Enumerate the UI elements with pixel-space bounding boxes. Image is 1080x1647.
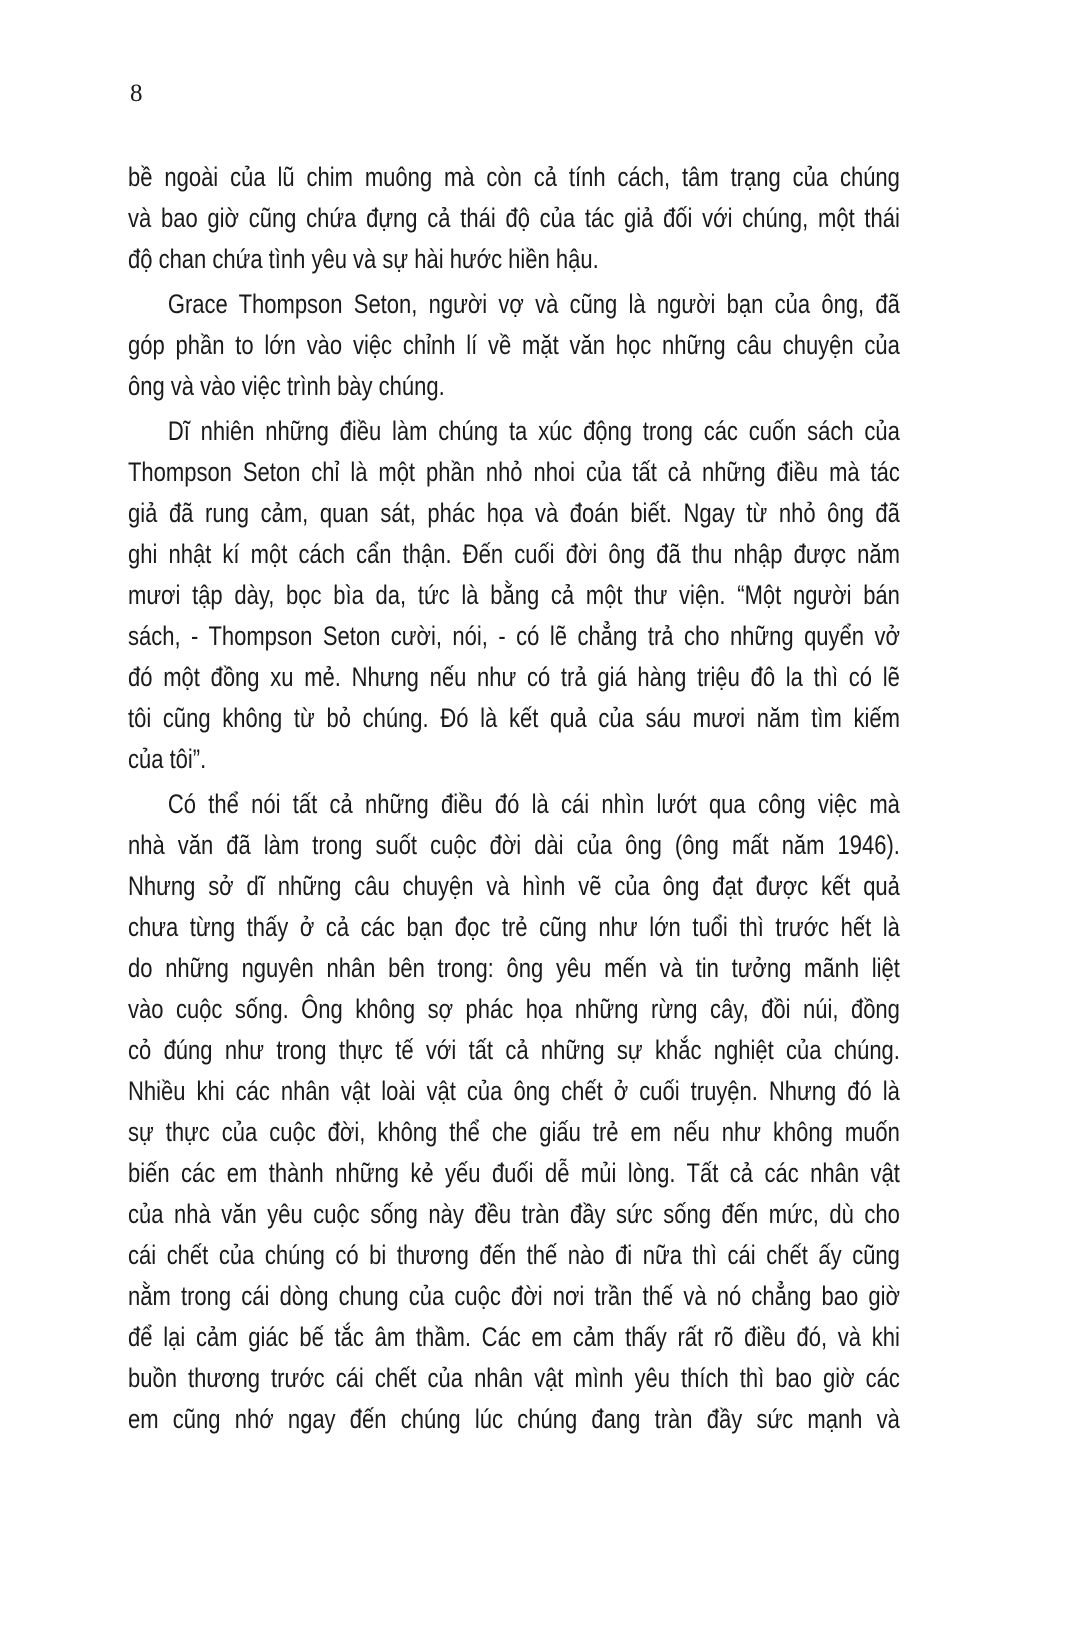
text-line-content: nhà văn đã làm trong suốt cuộc đời dài của ông (ông mất năm 1946). (128, 830, 900, 860)
text-line-content: tôi cũng không từ bỏ chúng. Đó là kết quả của sáu mươi năm tìm kiếm (128, 703, 900, 733)
text-line-content: sự thực của cuộc đời, không thể che giấu trẻ em nếu như không muốn (128, 1117, 900, 1147)
text-line-content: buồn thương trước cái chết của nhân vật mình yêu thích thì bao giờ các (128, 1363, 900, 1393)
text-line-content: Nhưng sở dĩ những câu chuyện và hình vẽ của ông đạt được kết quả (128, 871, 900, 901)
text-line-content: và bao giờ cũng chứa đựng cả thái độ của tác giả đối với chúng, một thái (128, 203, 900, 233)
text-line (128, 452, 900, 493)
text-line (128, 784, 900, 825)
text-line (128, 198, 900, 239)
text-line-content: để lại cảm giác bế tắc âm thầm. Các em cảm thấy rất rõ điều đó, và khi (128, 1322, 900, 1352)
text-line-content: ông và vào việc trình bày chúng. (128, 371, 445, 401)
text-line (128, 616, 900, 657)
text-line (128, 1317, 900, 1358)
text-line (128, 1399, 900, 1440)
paragraph (128, 411, 900, 780)
text-line-content: cái chết của chúng có bi thương đến thế nào đi nữa thì cái chết ấy cũng (128, 1240, 900, 1270)
text-line (128, 657, 900, 698)
text-line-content: Grace Thompson Seton, người vợ và cũng là người bạn của ông, đã (167, 289, 900, 319)
text-line (128, 493, 900, 534)
text-line-content: góp phần to lớn vào việc chỉnh lí về mặt văn học những câu chuyện của (128, 330, 900, 360)
text-line (128, 411, 900, 452)
text-line-content: cỏ đúng như trong thực tế với tất cả những sự khắc nghiệt của chúng. (128, 1035, 900, 1065)
text-line-content: Có thể nói tất cả những điều đó là cái nhìn lướt qua công việc mà (167, 789, 900, 819)
text-line (128, 989, 900, 1030)
text-line (128, 575, 900, 616)
text-line-content: sách, - Thompson Seton cười, nói, - có lẽ chẳng trả cho những quyển vở (128, 621, 900, 651)
text-line (128, 1112, 900, 1153)
text-line (128, 534, 900, 575)
text-line-content: Thompson Seton chỉ là một phần nhỏ nhoi của tất cả những điều mà tác (128, 457, 900, 487)
text-line (128, 1235, 900, 1276)
text-line-content: vào cuộc sống. Ông không sợ phác họa những rừng cây, đồi núi, đồng (128, 994, 900, 1024)
paragraph (128, 784, 900, 1440)
text-line (128, 1153, 900, 1194)
paragraph (128, 157, 900, 280)
text-line (128, 1358, 900, 1399)
text-line-content: nằm trong cái dòng chung của cuộc đời nơi trần thế và nó chẳng bao giờ (128, 1281, 900, 1311)
text-line (128, 1030, 900, 1071)
text-line (128, 284, 900, 325)
text-line (128, 1194, 900, 1235)
text-line-content: mươi tập dày, bọc bìa da, tức là bằng cả một thư viện. “Một người bán (128, 580, 900, 610)
text-line (128, 1276, 900, 1317)
text-line-content: biến các em thành những kẻ yếu đuối dễ mủi lòng. Tất cả các nhân vật (128, 1158, 900, 1188)
paragraph (128, 284, 900, 407)
text-line (128, 739, 900, 780)
text-line-content: do những nguyên nhân bên trong: ông yêu mến và tin tưởng mãnh liệt (128, 953, 900, 983)
text-line-content: độ chan chứa tình yêu và sự hài hước hiền hậu. (128, 244, 599, 274)
text-line (128, 157, 900, 198)
text-line-content: ghi nhật kí một cách cẩn thận. Đến cuối đời ông đã thu nhập được năm (128, 539, 900, 569)
text-line (128, 907, 900, 948)
text-line-content: Nhiều khi các nhân vật loài vật của ông chết ở cuối truyện. Nhưng đó là (128, 1076, 900, 1106)
text-line (128, 948, 900, 989)
text-line-content: của nhà văn yêu cuộc sống này đều tràn đầy sức sống đến mức, dù cho (128, 1199, 900, 1229)
text-line (128, 866, 900, 907)
text-line (128, 698, 900, 739)
text-line-content: em cũng nhớ ngay đến chúng lúc chúng đang tràn đầy sức mạnh và (128, 1404, 900, 1434)
page-number: 8 (130, 80, 143, 107)
text-line-content: của tôi”. (128, 744, 207, 774)
text-line-content: đó một đồng xu mẻ. Nhưng nếu như có trả giá hàng triệu đô la thì có lẽ (128, 662, 900, 692)
text-line (128, 1071, 900, 1112)
text-line-content: Dĩ nhiên những điều làm chúng ta xúc động trong các cuốn sách của (167, 416, 900, 446)
text-line (128, 325, 900, 366)
text-line-content: chưa từng thấy ở cả các bạn đọc trẻ cũng như lớn tuổi thì trước hết là (128, 912, 900, 942)
text-line-content: bề ngoài của lũ chim muông mà còn cả tính cách, tâm trạng của chúng (128, 162, 900, 192)
text-line (128, 825, 900, 866)
body-text (128, 157, 900, 1440)
text-line (128, 239, 900, 280)
text-line (128, 366, 900, 407)
text-line-content: giả đã rung cảm, quan sát, phác họa và đoán biết. Ngay từ nhỏ ông đã (128, 498, 900, 528)
